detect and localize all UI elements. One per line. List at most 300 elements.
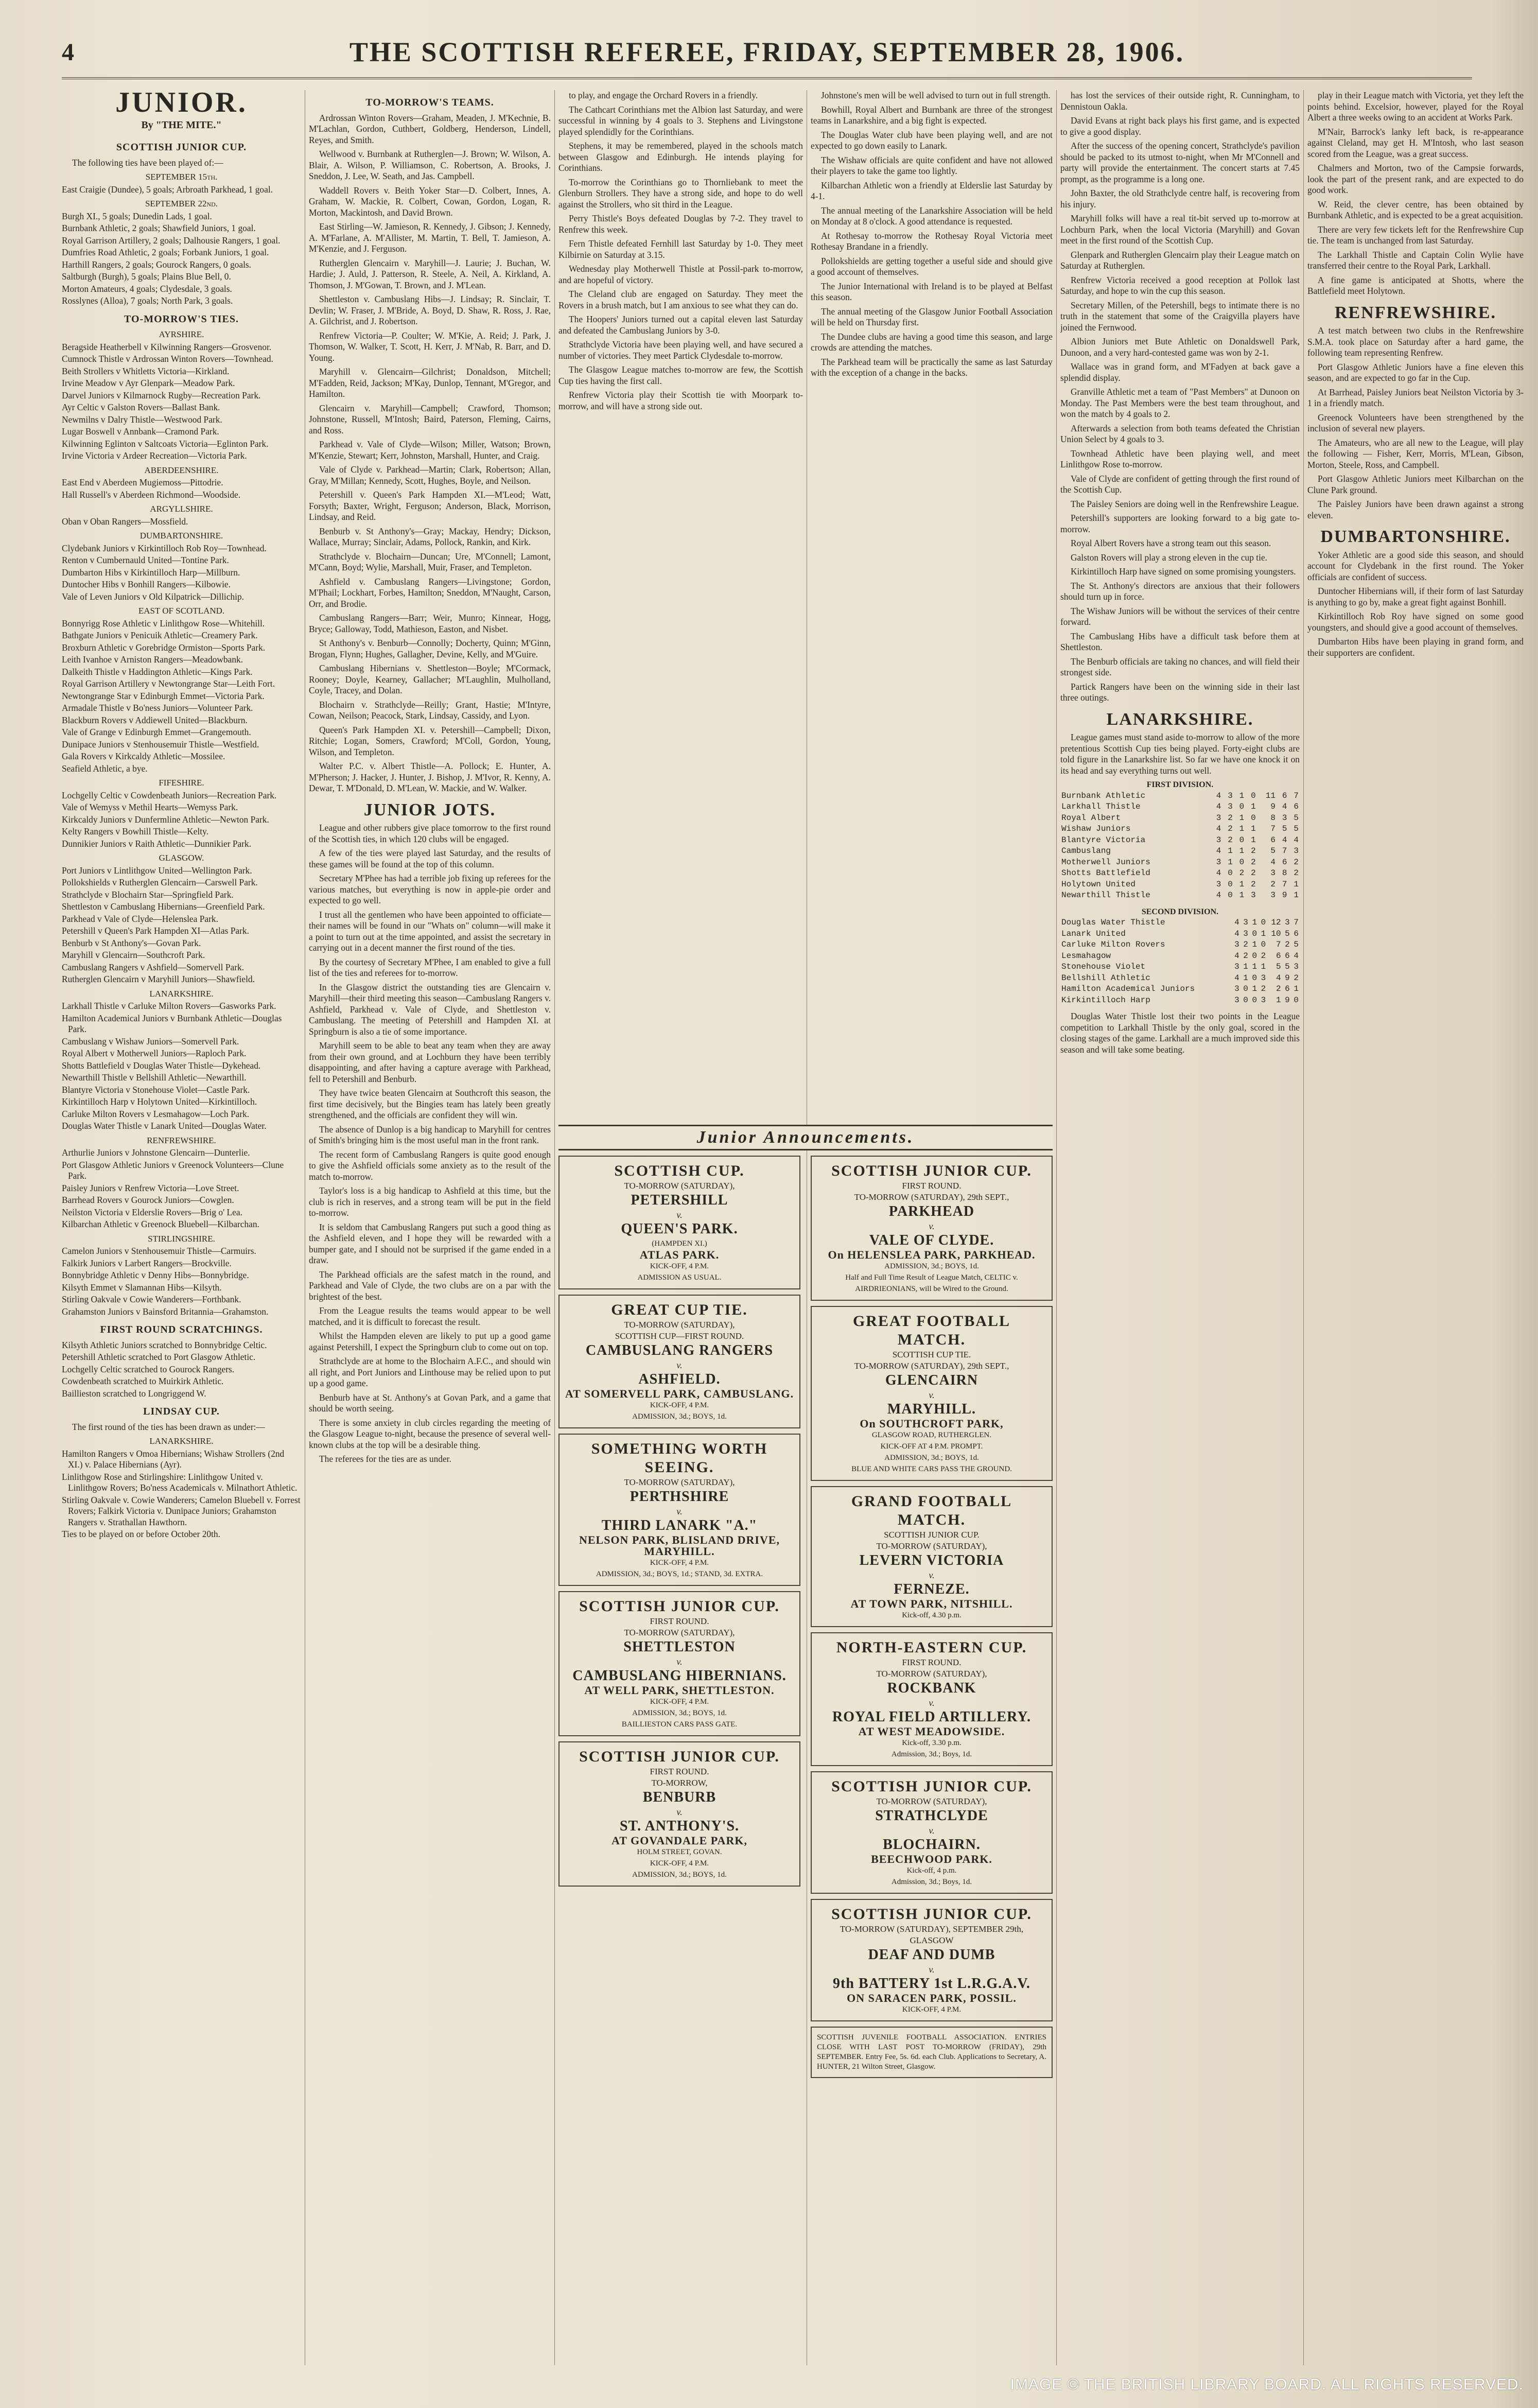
table-cell: 2 [1228,835,1233,845]
ad-line: TO-MORROW (SATURDAY), [624,1181,735,1191]
news-paragraph: The annual meeting of the Glasgow Junior Football Association will be held on Thursday first. [811,306,1053,327]
renfrewshire-heading: RENFREWSHIRE. [1334,303,1497,322]
table-cell: Kirkintilloch Harp [1061,995,1150,1005]
tie-line: Shettleston v Cambuslang Hibernians—Greenfield Park. [62,901,265,912]
jots-heading: JUNIOR JOTS. [363,800,496,819]
table-cell: Carluke Milton Rovers [1061,940,1165,949]
table-cell: 4 [1216,791,1221,800]
ad-line: SCOTTISH CUP—FIRST ROUND. [615,1331,744,1341]
news-paragraph: At Rothesay to-morrow the Rothesay Royal Victoria meet Rothesay Brandane in a friendly. [811,230,1053,252]
copyright-watermark: IMAGE © THE BRITISH LIBRARY BOARD. ALL RIGHTS RESERVED. [1010,2376,1524,2393]
jot-paragraph: Strathclyde are at home to the Blochairn A.F.C., and should win all right, and Port Juniors and Linthouse may be relied upon to put up a good game. [309,1356,551,1388]
table-cell: 2 [1294,857,1299,867]
tie-line: Port Glasgow Athletic Juniors v Greenock Volunteers—Clune Park. [62,1159,284,1181]
scratching-line: Baillieston scratched to Longriggend W. [62,1388,206,1399]
tie-line: Irvine Meadow v Ayr Glenpark—Meadow Park. [62,378,235,388]
jot-paragraph: A few of the ties were played last Saturday, and the results of these games will be found at the top of this column. [309,848,551,869]
news-paragraph: The Glasgow League matches to-morrow are few, the Scottish Cup ties having the first call. [558,364,803,386]
tie-line: Grahamston Juniors v Bainsford Britannia—Grahamston. [62,1306,269,1317]
table-cell: 5 [1294,813,1299,823]
table-cell: 7 [1270,824,1275,833]
announcements-left [558,1156,800,2365]
news-paragraph: Perry Thistle's Boys defeated Douglas by 7-2. They travel to Renfrew this week. [558,213,803,235]
table-cell: 3 [1234,984,1239,993]
column-right [1060,90,1300,2365]
masthead-title: THE SCOTTISH REFEREE, FRIDAY, SEPTEMBER 28, 1906. [349,37,1185,67]
table-cell: 3 [1216,857,1221,867]
ad-team-away: MARYHILL. [887,1401,976,1417]
tie-line: Newmilns v Dalry Thistle—Westwood Park. [62,414,222,425]
tie-line: Camelon Juniors v Stenhousemuir Thistle—Carmuirs. [62,1246,256,1256]
column-teams [309,90,551,2365]
table-cell: 1 [1252,940,1257,949]
news-paragraph: The St. Anthony's directors are anxious that their followers should turn up in force. [1060,580,1300,602]
table-cell: 4 [1216,802,1221,811]
tie-line: Leith Ivanhoe v Arniston Rangers—Meadowbank. [62,654,243,665]
tie-line: Cambuslang v Wishaw Juniors—Somervell Park. [62,1036,239,1046]
news-paragraph: Maryhill folks will have a real tit-bit served up to-morrow at Lochburn Park, when the local Victoria (Maryhill) and Govan meet in the first round of the Scottish Cup. [1060,213,1300,246]
district-heading: FIFESHIRE. [159,778,204,788]
jot-paragraph: By the courtesy of Secretary M'Phee, I am enabled to give a full list of the ties and referees for to-morrow. [309,956,551,978]
news-paragraph: Pollokshields are getting together a useful side and should give a good account of themselves. [811,255,1053,277]
news-paragraph: to play, and engage the Orchard Rovers in a friendly. [569,90,758,100]
table-cell: Royal Albert [1061,813,1121,823]
districts-list [62,329,301,1317]
ad-line: TO-MORROW (SATURDAY), [624,1477,735,1487]
table-cell: Douglas Water Thistle [1061,918,1165,927]
tie-line: Carluke Milton Rovers v Lesmahagow—Loch Park. [62,1108,250,1119]
lindsay-tie: Stirling Oakvale v. Cowie Wanderers; Camelon Bluebell v. Forrest Rovers; Falkirk Victoria v. Dunipace Juniors; Grahamston Rangers v. Strathallan Hawthorn. [62,1494,301,1527]
table-cell: 2 [1228,813,1233,823]
table-cell: 1 [1252,918,1257,927]
table-cell: 1 [1243,973,1248,983]
ad-ground: AT WEST MEADOWSIDE. [858,1725,1005,1738]
table-cell: 2 [1270,879,1275,889]
tie-line: Dunipace Juniors v Stenhousemuir Thistle—Westfield. [62,739,259,749]
column-far-right [1307,90,1524,2365]
tie-line: Bathgate Juniors v Penicuik Athletic—Creamery Park. [62,630,258,640]
table-cell: 0 [1243,995,1248,1005]
table-cell: 5 [1294,940,1299,949]
team-paragraph: Queen's Park Hampden XI. v. Petershill—Campbell; Dixon, Ritchie; Logan, Somers, Crawford; M'Coll, Gordon, Young, Wilson, and Templeton. [309,724,551,757]
table-cell: 7 [1282,879,1287,889]
tie-line: Strathclyde v Blochairn Star—Springfield Park. [62,889,234,900]
tie-line: Beith Strollers v Whitletts Victoria—Kirkland. [62,365,230,376]
ad-versus: v. [676,1210,683,1220]
tie-line: Newtongrange Star v Edinburgh Emmet—Victoria Park. [62,690,265,701]
ad-versus: v. [676,1360,683,1370]
scratching-line: Kilsyth Athletic Juniors scratched to Bonnybridge Celtic. [62,1339,267,1350]
table-cell: 5 [1275,962,1281,971]
tie-line: Vale of Grange v Edinburgh Emmet—Grangemouth. [62,727,251,737]
news-paragraph: M'Nair, Barrock's lanky left back, is re-appearance against Cleland, may get H. M'Intosh, who last season scored from the League, was a great success. [1307,126,1524,159]
table-row [1060,890,1300,901]
tie-line: Darvel Juniors v Kilmarnock Rugby—Recreation Park. [62,390,261,400]
ad-detail: KICK-OFF, 4 P.M. [650,1262,709,1270]
ad-line: SCOTTISH JUNIOR CUP. [884,1530,980,1540]
table-cell: 3 [1294,962,1299,971]
result-line: Dumfries Road Athletic, 2 goals; Forbank Juniors, 1 goal. [62,247,269,257]
jot-paragraph: The absence of Dunlop is a big handicap to Maryhill for centres of Smith's bringing him is the most useful man in the front rank. [309,1124,551,1145]
ad-line: TO-MORROW (SATURDAY), [624,1628,735,1637]
table-row [1060,835,1300,846]
ad-line: SCOTTISH CUP TIE. [892,1350,971,1359]
table-caption: FIRST DIVISION. [1146,780,1214,789]
table-cell: 0 [1261,940,1266,949]
announcement-ad [811,1771,1053,1894]
table-cell: 6 [1282,791,1287,800]
table-cell: 0 [1243,984,1248,993]
news-paragraph: The Amateurs, who are all new to the League, will play the following — Fisher, Kerr, Morris, M'Lean, Gibson, Morton, Steele, Ross, and Campbell. [1307,437,1524,470]
ad-detail: Half and Full Time Result of League Match, CELTIC v. AIRDRIEONIANS, will be Wired to the Ground. [845,1273,1018,1293]
ad-detail: KICK-OFF, 4 P.M. [902,2005,962,2014]
ad-detail: ADMISSION, 3d.; BOYS, 1d.; STAND, 3d. EXTRA. [596,1570,763,1578]
table-cell: 4 [1216,824,1221,833]
table-cell: Lanark United [1061,929,1126,938]
team-paragraph: Cambuslang Rangers—Barr; Weir, Munro; Kinnear, Hogg, Bryce; Galloway, Todd, Mathieson, Easton, and Nisbet. [309,613,551,634]
news-paragraph: Afterwards a selection from both teams defeated the Christian Union Select by 4 goals to 3. [1060,423,1300,444]
tie-line: Larkhall Thistle v Carluke Milton Rovers—Gasworks Park. [62,1001,276,1011]
result-line: Saltburgh (Burgh), 5 goals; Plains Blue Bell, 0. [62,271,231,282]
table-cell: 0 [1228,891,1233,900]
tie-line: Bonnybridge Athletic v Denny Hibs—Bonnybridge. [62,1270,249,1280]
table-cell: 1 [1275,995,1281,1005]
announcement-ad [558,1156,800,1289]
right-text [1060,90,1300,704]
scratchings-list [62,1340,301,1400]
far-right-text [1307,90,1524,297]
table-cell: 2 [1294,868,1299,878]
news-paragraph: Renfrew Victoria play their Scottish tie with Moorpark to-morrow, and will have a strong side out. [558,390,803,411]
table-cell: 3 [1234,995,1239,1005]
tie-line: Petershill v Queen's Park Hampden XI—Atlas Park. [62,926,249,936]
date-heading: SEPTEMBER 15th. [145,172,218,182]
table-cell: Stonehouse Violet [1061,962,1146,971]
ad-versus: v. [929,1221,935,1231]
table-cell: 4 [1270,857,1275,867]
ad-team-home: PETERSHILL [631,1192,728,1208]
announcements-heading: Junior Announcements. [558,1125,1053,1150]
table-row [1060,995,1300,1006]
table-cell: 11 [1265,791,1275,800]
ad-team-home: PERTHSHIRE [630,1489,729,1505]
table-row [1060,929,1300,940]
tie-line: Arthurlie Juniors v Johnstone Glencairn—Dunterlie. [62,1147,250,1158]
date-heading: SEPTEMBER 22nd. [145,199,218,208]
table-cell: 0 [1252,973,1257,983]
news-paragraph: Dumbarton Hibs have been playing in grand form, and their supporters are confident. [1307,636,1524,658]
ad-line: FIRST ROUND. [650,1616,709,1626]
ad-ground: On HELENSLEA PARK, PARKHEAD. [828,1248,1036,1261]
table-cell: 8 [1282,868,1287,878]
team-paragraph: Petershill v. Queen's Park Hampden XI.—M'Leod; Watt, Forsyth; Baxter, Wright, Ferguson; Anderson, Black, Morrison, Lindsay, and Reid. [309,490,551,522]
tie-line: Clydebank Juniors v Kirkintilloch Rob Roy—Townhead. [62,543,267,553]
team-paragraph: Wellwood v. Burnbank at Rutherglen—J. Brown; W. Wilson, A. Blair, A. Wilson, P. Williamson, C. Robertson, A. Brooks, J. Sneddon, J. Lee, W. Seath, and Jas. Campbell. [309,149,551,181]
tie-line: Dunnikier Juniors v Raith Athletic—Dunnikier Park. [62,838,252,849]
tie-line: Kelty Rangers v Bowhill Thistle—Kelty. [62,826,208,836]
announcement-ad [811,1156,1053,1301]
renfrewshire-text [1307,325,1524,521]
tie-line: East End v Aberdeen Mugiemoss—Pittodrie. [62,477,223,487]
announcement-ad [811,1632,1053,1766]
table-cell: 4 [1234,973,1239,983]
notice-text: SCOTTISH JUVENILE FOOTBALL ASSOCIATION. ENTRIES CLOSE WITH LAST POST TO-MORROW (FRIDAY), 29th SEPTEMBER. Entry Fee, 5s. 6d. each Club. Applications to Secretary, A. HUNTER, 21 Wilton Street, Glasgow. [817,2033,1046,2071]
column-rule [554,90,555,2365]
news-paragraph: The Parkhead team will be practically the same as last Saturday with the exception of a change in the backs. [811,356,1053,378]
jot-paragraph: There is some anxiety in club circles regarding the meeting of the Glasgow League to-night, because the presence of several well-known clubs at the top will be a desirable thing. [309,1417,551,1450]
jot-paragraph: Benburb have at St. Anthony's at Govan Park, and a game that should be worth seeing. [309,1392,551,1414]
ad-team-away: 9th BATTERY 1st L.R.G.A.V. [833,1976,1030,1992]
news-paragraph: Glenpark and Rutherglen Glencairn play their League match on Saturday at Rutherglen. [1060,249,1300,271]
team-paragraph: Waddell Rovers v. Beith Yoker Star—D. Colbert, Innes, A. Graham, W. Mackie, R. Colbert, Cowan, Gordon, Logan, R. Morton, Mackintosh, and David Brown. [309,185,551,218]
ad-versus: v. [929,1570,935,1580]
result-line: Royal Garrison Artillery, 2 goals; Dalhousie Rangers, 1 goal. [62,235,281,246]
ad-detail: ADMISSION, 3d.; BOYS, 1d. [632,1709,727,1717]
table-cell: 2 [1285,940,1290,949]
scratchings-heading: FIRST ROUND SCRATCHINGS. [100,1324,263,1335]
ad-team-home: STRATHCLYDE [875,1808,988,1824]
ad-title: GREAT CUP TIE. [611,1301,748,1318]
table-caption: SECOND DIVISION. [1141,907,1219,916]
lanarkshire-intro: League games must stand aside to-morrow to allow of the more pretentious Scottish Cup ties being played. Forty-eight clubs are told figure in the Lanarkshire list. So far we have one knock it on its head and say everything turns out well. [1060,732,1300,776]
news-paragraph: Greenock Volunteers have been strengthened by the inclusion of several new players. [1307,412,1524,433]
table-cell: 4 [1282,802,1287,811]
table-cell: 1 [1251,835,1256,845]
news-paragraph: The Larkhall Thistle and Captain Colin Wylie have transferred their centre to the Royal Park, Larkhall. [1307,249,1524,271]
news-paragraph: The Wishaw Juniors will be without the services of their centre forward. [1060,605,1300,627]
column-junior [62,90,301,2365]
tie-line: Vale of Wemyss v Methil Hearts—Wemyss Park. [62,802,238,812]
table-cell: 0 [1251,813,1256,823]
ad-line: TO-MORROW (SATURDAY), [624,1320,735,1330]
league-table-first-division [1060,779,1300,901]
table-cell: 3 [1243,918,1248,927]
news-paragraph: The annual meeting of the Lanarkshire Association will be held on Monday at 8 o'clock. A good attendance is requested. [811,205,1053,226]
news-paragraph: The Dundee clubs are having a good time this season, and large crowds are attending the matches. [811,331,1053,353]
column-rule [1056,90,1057,2365]
news-paragraph: David Evans at right back plays his first game, and is expected to give a good display. [1060,115,1300,137]
lindsay-intro: The first round of the ties has been drawn as under:— [72,1421,265,1432]
lindsay-tie: Linlithgow Rose and Stirlingshire: Linlithgow United v. Linlithgow Rovers; Bo'ness Academicals v. Milnathort Athletic. [62,1471,298,1493]
table-cell: 3 [1234,940,1239,949]
news-paragraph: The Douglas Water club have been playing well, and are not expected to go down easily to Lanark. [811,129,1053,151]
table-cell: 4 [1216,868,1221,878]
teams-heading: TO-MORROW'S TEAMS. [365,97,494,108]
table-cell: 3 [1216,835,1221,845]
table-cell: 2 [1275,984,1281,993]
table-cell: Newarthill Thistle [1061,891,1150,900]
news-paragraph: Granville Athletic met a team of "Past Members" at Dunoon on Monday. The Past Members were the best team throughout, and won the match by 4 goals to 2. [1060,387,1300,419]
table-cell: 7 [1294,918,1299,927]
tie-line: Royal Albert v Motherwell Juniors—Raploch Park. [62,1048,247,1058]
table-cell: 3 [1270,868,1275,878]
district-heading: RENFREWSHIRE. [147,1135,216,1145]
scratching-line: Petershill Athletic scratched to Port Glasgow Athletic. [62,1352,256,1362]
result-line: Burnbank Athletic, 2 goals; Shawfield Juniors, 1 goal. [62,223,256,233]
ad-detail: KICK-OFF, 4 P.M. [650,1698,709,1706]
news-paragraph: Port Glasgow Athletic Juniors have a fine eleven this season, and are expected to go far in the Cup. [1307,361,1524,383]
news-paragraph: Fern Thistle defeated Fernhill last Saturday by 1-0. They meet Kilbirnie on Saturday at 3.15. [558,238,803,260]
jot-paragraph: Whilst the Hampden eleven are likely to put up a good game against Petershill, I expect the Springburn club to come out on top. [309,1331,551,1352]
tie-line: Oban v Oban Rangers—Mossfield. [62,516,188,527]
district-heading: ARGYLLSHIRE. [150,504,213,514]
table-cell: 12 [1271,918,1281,927]
tie-line: Blackburn Rovers v Addiewell United—Blackburn. [62,714,248,725]
team-paragraph: St Anthony's v. Benburb—Connolly; Docherty, Quinn; M'Ginn, Brogan, Flynn; Hughes, Gallagher, Devine, Kelly, and M'Guire. [309,638,551,659]
district-heading: EAST OF SCOTLAND. [138,606,225,616]
ad-detail: ADMISSION, 3d.; BOYS, 1d. [632,1412,727,1421]
ad-detail: Kick-off, 3.30 p.m. [902,1739,962,1747]
news-paragraph: Chalmers and Morton, two of the Campsie forwards, look the part of the present rank, and are expected to do good work. [1307,163,1524,195]
tie-line: Renton v Cumbernauld United—Tontine Park. [62,555,229,565]
team-paragraph: Renfrew Victoria—P. Coulter; W. M'Kie, A. Reid; J. Park, J. Thomson, W. Walker, T. Scott, H. Kerr, J. M'Nab, R. Barr, and D. Young. [309,330,551,363]
table-cell: 5 [1282,824,1287,833]
table-cell: 1 [1239,813,1245,823]
ad-line: FIRST ROUND. [902,1181,962,1191]
table-cell: 7 [1282,846,1287,856]
table-cell: 0 [1261,918,1266,927]
announcement-ad [811,1306,1053,1481]
table-cell: 1 [1251,802,1256,811]
league-table-second-division [1060,906,1300,1006]
ad-detail: Admission, 3d.; Boys, 1d. [891,1750,972,1758]
table-cell: 0 [1251,791,1256,800]
table-cell: 9 [1285,973,1290,983]
table-cell: 6 [1294,802,1299,811]
table-cell: 1 [1252,962,1257,971]
table-cell: 1 [1239,824,1245,833]
table-cell: 9 [1282,891,1287,900]
ad-title: SCOTTISH CUP. [614,1162,745,1179]
tie-line: Bonnyrigg Rose Athletic v Linlithgow Rose—Whitehill. [62,618,265,629]
news-paragraph: The Benburb officials are taking no chances, and will field their strongest side. [1060,656,1300,677]
table-row [1060,951,1300,962]
news-paragraph: Secretary Millen, of the Petershill, begs to intimate there is no truth in the statement that some of the Craigvilla players have joined the Fernwood. [1060,300,1300,333]
ad-detail: Kick-off, 4.30 p.m. [902,1611,962,1619]
table-cell: 6 [1294,929,1299,938]
tie-line: Gala Rovers v Kirkcaldy Athletic—Mossilee. [62,751,225,761]
table-cell: 3 [1285,918,1290,927]
table-cell: 4 [1216,846,1221,856]
table-cell: 3 [1216,879,1221,889]
table-cell: 1 [1239,791,1245,800]
table-cell: 1 [1294,879,1299,889]
dumbartonshire-heading: DUMBARTONSHIRE. [1320,527,1511,546]
table-cell: 4 [1234,929,1239,938]
announcement-ad [558,1591,800,1736]
table-cell: 7 [1275,940,1281,949]
table-cell: 0 [1228,879,1233,889]
news-paragraph: The Cathcart Corinthians met the Albion last Saturday, and were successful in winning by 4 goals to 3. Stephens and Livingstone played splendidly for the Corinthians. [558,104,803,137]
table-cell: 4 [1234,951,1239,961]
table-cell: 0 [1239,835,1245,845]
news-paragraph: Kirkintilloch Harp have signed on some promising youngsters. [1071,566,1296,577]
news-paragraph: At Barrhead, Paisley Juniors beat Neilston Victoria by 3-1 in a friendly match. [1307,387,1524,408]
district-heading: AYRSHIRE. [159,329,204,339]
table-cell: 4 [1275,973,1281,983]
district-heading: ABERDEENSHIRE. [144,465,219,475]
ad-title: SCOTTISH JUNIOR CUP. [831,1162,1032,1179]
jot-paragraph: It is seldom that Cambuslang Rangers put such a good thing as the Ashfield eleven, and I hope they will be rewarded with a bumper gate, and I should not be surprised if the game ended in a draw. [309,1222,551,1265]
cup-heading: SCOTTISH JUNIOR CUP. [116,142,247,153]
tie-line: Shotts Battlefield v Douglas Water Thistle—Dykehead. [62,1060,261,1071]
table-cell: 1 [1252,984,1257,993]
tie-line: Blantyre Victoria v Stonehouse Violet—Castle Park. [62,1084,250,1095]
table-cell: 9 [1270,802,1275,811]
jot-paragraph: The recent form of Cambuslang Rangers is quite good enough to give the Ashfield officials some anxiety as to the result of the match to-morrow. [309,1149,551,1182]
table-cell: 10 [1271,929,1281,938]
tie-line: Seafield Athletic, a bye. [62,763,148,774]
lindsay-ties [62,1449,301,1540]
ad-ground: AT WELL PARK, SHETTLESTON. [584,1684,775,1697]
column-middle-2 [811,90,1053,1117]
news-paragraph: The Junior International with Ireland is to be played at Belfast this season. [811,281,1053,302]
table-cell: 1 [1294,891,1299,900]
jot-paragraph: League and other rubbers give place tomorrow to the first round of the Scottish ties, in which 120 clubs will be engaged. [309,823,551,844]
teams-list [309,113,551,794]
tie-line: Rutherglen Glencairn v Maryhill Juniors—Shawfield. [62,974,255,984]
ad-versus: v. [676,1807,683,1817]
tie-line: Irvine Victoria v Ardeer Recreation—Victoria Park. [62,450,247,461]
ad-ground: AT TOWN PARK, NITSHILL. [850,1597,1013,1610]
ad-ground: ATLAS PARK. [639,1248,720,1261]
news-paragraph: Stephens, it may be remembered, played in the schools match between Glasgow and Edinburgh. He intends playing for Corinthians. [558,141,803,173]
table-cell: 1 [1228,846,1233,856]
ad-ground: ON SARACEN PARK, POSSIL. [847,1992,1017,2004]
table-cell: Cambuslang [1061,846,1111,856]
table-cell: 4 [1216,891,1221,900]
table-cell: 5 [1294,824,1299,833]
ad-team-away: BLOCHAIRN. [883,1837,981,1853]
jot-paragraph: From the League results the teams would appear to be well matched, and it is difficult to forecast the result. [309,1305,551,1327]
news-paragraph: Kirkintilloch Rob Roy have signed on some good youngsters, and should give a good account of themselves. [1307,611,1524,633]
tie-line: Duntocher Hibs v Bonhill Rangers—Kilbowie. [62,579,231,589]
tie-line: Stirling Oakvale v Cowie Wanderers—Forthbank. [62,1294,241,1304]
team-paragraph: Glencairn v. Maryhill—Campbell; Crawford, Thomson; Johnstone, Russell, M'Intosh; Baird, Paterson, Fleming, Cairns, and Ross. [309,403,551,435]
ad-detail: GLASGOW ROAD, RUTHERGLEN. [871,1431,992,1439]
news-paragraph: The Cleland club are engaged on Saturday. They meet the Rovers in a brush match, but I am anxious to see what they can do. [558,289,803,310]
jot-paragraph: The Parkhead officials are the safest match in the round, and Parkhead and Vale of Clyde, the two clubs are on a par with the brightest of the best. [309,1269,551,1302]
table-cell: 2 [1251,868,1256,878]
table-cell: 0 [1252,995,1257,1005]
table-cell: 3 [1261,973,1266,983]
news-paragraph: Port Glasgow Athletic Juniors meet Kilbarchan on the Clune Park ground. [1307,474,1524,495]
ad-ground: AT SOMERVELL PARK, CAMBUSLANG. [565,1387,794,1400]
table-cell: 1 [1239,879,1245,889]
result-line: Harthill Rangers, 2 goals; Gourock Rangers, 0 goals. [62,259,252,270]
ad-title: SCOTTISH JUNIOR CUP. [579,1748,780,1765]
tie-line: Falkirk Juniors v Larbert Rangers—Brockville. [62,1258,232,1268]
intro-text: The following ties have been played of:— [72,157,223,168]
ad-title: SOMETHING WORTH SEEING. [591,1440,768,1476]
ad-detail: ADMISSION, 3d.; BOYS, 1d. [884,1262,979,1270]
news-paragraph: Wallace was in grand form, and M'Fadyen at back gave a splendid display. [1060,361,1300,383]
team-paragraph: Parkhead v. Vale of Clyde—Wilson; Miller, Watson; Brown, M'Kenzie, Stewart; Kerr, Johnston, Marshall, Hunter, and Craig. [309,439,551,461]
lindsay-heading: LINDSAY CUP. [143,1406,220,1417]
news-paragraph: Yoker Athletic are a good side this season, and should account for Clydebank in the first round. The Yoker officials are confident of success. [1307,549,1524,582]
table-row [1060,801,1300,813]
table-cell: 3 [1294,846,1299,856]
tie-line: Hamilton Academical Juniors v Burnbank Athletic—Douglas Park. [62,1013,282,1034]
ad-ground: NELSON PARK, BLISLAND DRIVE, MARYHILL. [579,1533,780,1558]
tie-line: Beragside Heatherbell v Kilwinning Rangers—Grosvenor. [62,341,272,352]
table-cell: Shotts Battlefield [1061,868,1150,878]
announcement-ad [558,1434,800,1586]
table-cell: 1 [1294,984,1299,993]
jot-paragraph: Secretary M'Phee has had a terrible job fixing up referees for the various matches, but everything is now in apple-pie order and expected to go well. [309,873,551,905]
table-cell: 6 [1285,984,1290,993]
table-row [1060,868,1300,879]
